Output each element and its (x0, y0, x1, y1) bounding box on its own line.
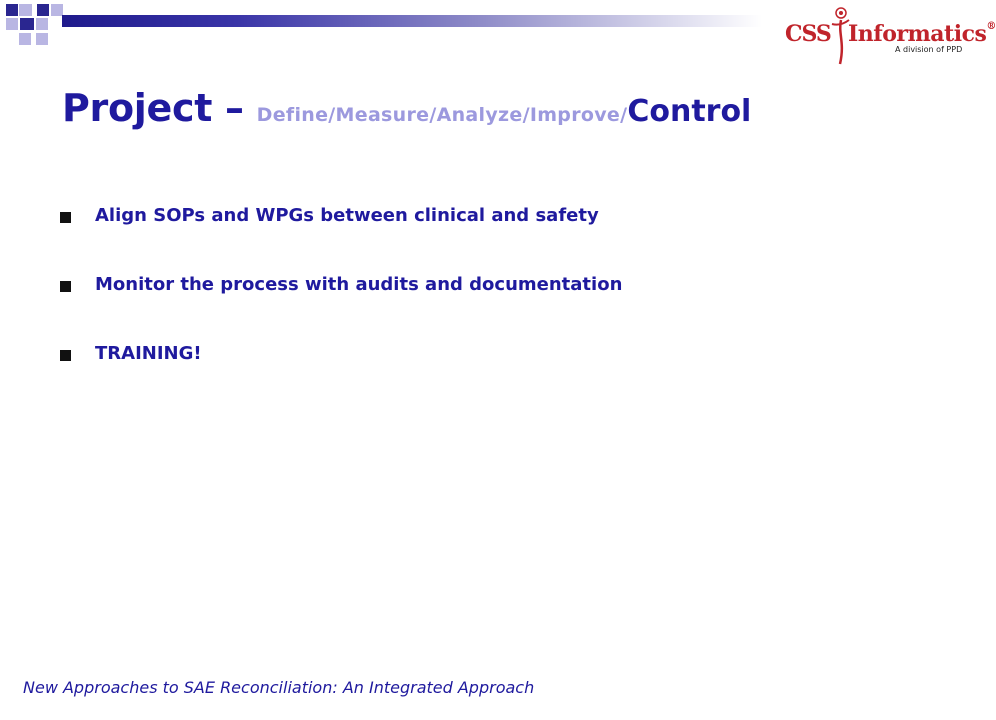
decor-square (6, 18, 18, 30)
logo-informatics-text: Informatics® (848, 21, 996, 47)
bullet-text: Monitor the process with audits and documentation (95, 274, 623, 295)
header-gradient-bar (62, 15, 762, 27)
decor-square (20, 18, 34, 30)
bullet-text: Align SOPs and WPGs between clinical and safety (95, 205, 599, 226)
title-current-phase: Control (627, 94, 752, 129)
decor-square (19, 33, 31, 45)
square-bullet-icon (60, 281, 71, 292)
decor-square (36, 33, 48, 45)
slide-title (62, 86, 751, 130)
css-informatics-logo (785, 4, 996, 70)
slide-footer: New Approaches to SAE Reconciliation: An Integrated Approach (23, 678, 535, 697)
decor-square (37, 4, 49, 16)
logo-css-text: CSS (785, 21, 831, 47)
logo-division-text: A division of PPD (895, 45, 963, 54)
decor-square (19, 4, 32, 16)
square-bullet-icon (60, 350, 71, 361)
title-phase-steps: Define/Measure/Analyze/Improve/ (256, 104, 628, 126)
title-main: Project – (62, 86, 257, 130)
decor-square (6, 4, 18, 16)
bullet-text: TRAINING! (95, 343, 202, 364)
decor-square (36, 18, 48, 30)
square-bullet-icon (60, 212, 71, 223)
